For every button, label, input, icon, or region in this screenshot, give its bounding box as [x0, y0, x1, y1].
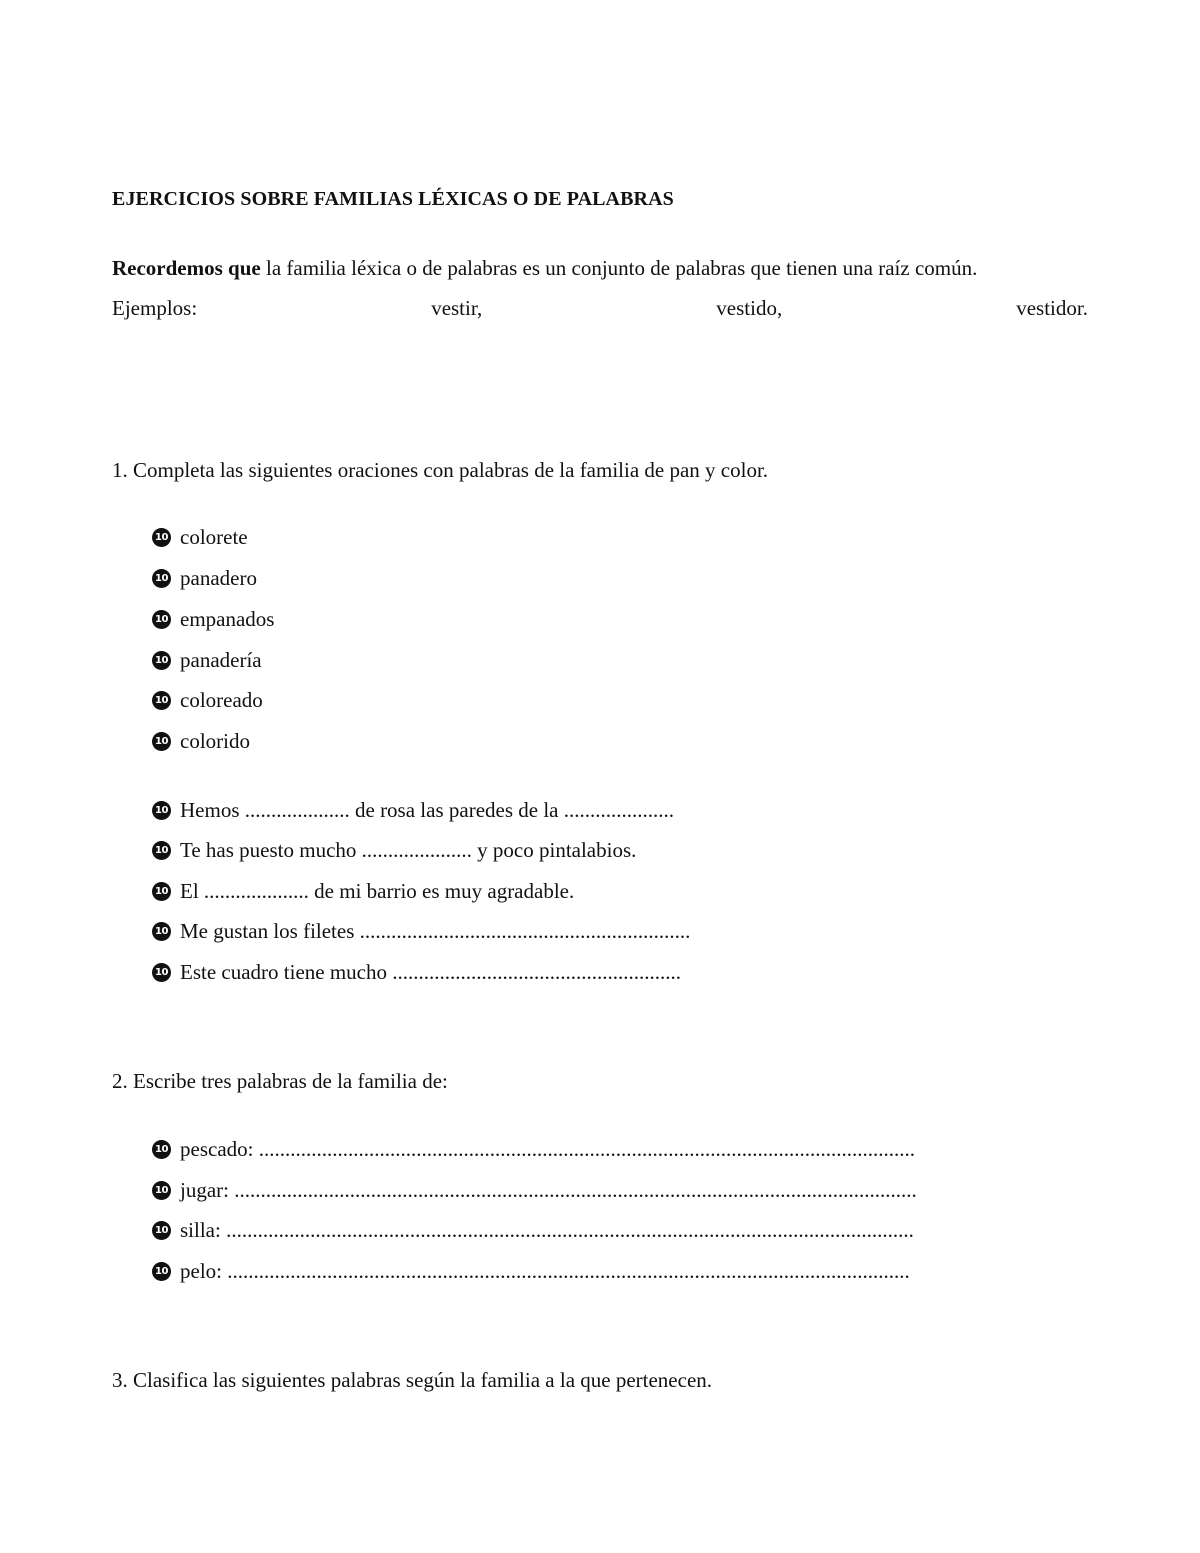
word-list-item-text: coloreado [180, 688, 263, 712]
exercise-3-prompt: 3. Clasifica las siguientes palabras según la familia a la que pertenecen. [112, 1368, 713, 1392]
numbered-circle-icon: 10 [152, 732, 171, 751]
examples-line [112, 298, 1088, 319]
sentence-text: Te has puesto mucho ..................... y poco pintalabios. [180, 838, 637, 862]
exercise-2-prompt: 2. Escribe tres palabras de la familia de: [112, 1069, 448, 1093]
numbered-circle-icon: 10 [152, 1262, 171, 1281]
sentence-item [152, 840, 636, 861]
sentence-text: Me gustan los filetes ............................................................... [180, 919, 691, 943]
sentence-text: Hemos .................... de rosa las paredes de la ..................... [180, 798, 674, 822]
family-item [152, 1220, 914, 1241]
numbered-circle-icon: 10 [152, 610, 171, 629]
sentence-item [152, 800, 674, 821]
sentence-item [152, 962, 681, 983]
word-list-item-text: empanados [180, 607, 275, 631]
family-item [152, 1139, 915, 1160]
word-list-item-text: panadero [180, 566, 257, 590]
numbered-circle-icon: 10 [152, 1221, 171, 1240]
example-word: vestir, [431, 296, 483, 320]
numbered-circle-icon: 10 [152, 963, 171, 982]
numbered-circle-icon: 10 [152, 651, 171, 670]
family-item-text: silla: ................................................................................................................................... [180, 1218, 914, 1242]
word-list-item [152, 527, 248, 548]
word-list-item-text: colorete [180, 525, 248, 549]
numbered-circle-icon: 10 [152, 691, 171, 710]
numbered-circle-icon: 10 [152, 882, 171, 901]
word-list-item [152, 568, 257, 589]
word-list-item [152, 731, 250, 752]
family-item [152, 1261, 910, 1282]
numbered-circle-icon: 10 [152, 1181, 171, 1200]
exercise-1-prompt: 1. Completa las siguientes oraciones con palabras de la familia de pan y color. [112, 458, 769, 482]
family-item [152, 1180, 917, 1201]
sentence-item [152, 881, 574, 902]
word-list-item-text: panadería [180, 648, 262, 672]
example-word: vestido, [716, 296, 783, 320]
word-list-item [152, 690, 263, 711]
word-list-item-text: colorido [180, 729, 250, 753]
sentence-text: Este cuadro tiene mucho ....................................................... [180, 960, 682, 984]
numbered-circle-icon: 10 [152, 569, 171, 588]
numbered-circle-icon: 10 [152, 528, 171, 547]
example-word: vestidor. [1016, 296, 1088, 320]
sentence-item [152, 921, 690, 942]
page-title: EJERCICIOS SOBRE FAMILIAS LÉXICAS O DE PALABRAS [112, 188, 674, 210]
numbered-circle-icon: 10 [152, 1140, 171, 1159]
numbered-circle-icon: 10 [152, 922, 171, 941]
numbered-circle-icon: 10 [152, 801, 171, 820]
sentence-text: El .................... de mi barrio es muy agradable. [180, 879, 575, 903]
word-list-item [152, 609, 274, 630]
intro-paragraph [112, 258, 977, 279]
word-list-item [152, 650, 262, 671]
intro-text: la familia léxica o de palabras es un conjunto de palabras que tienen una raíz común. [260, 256, 978, 280]
family-item-text: pescado: ............................................................................................................................. [180, 1137, 915, 1161]
intro-bold-lead: Recordemos que [112, 256, 261, 280]
family-item-text: jugar: .................................................................................................................................. [180, 1178, 917, 1202]
numbered-circle-icon: 10 [152, 841, 171, 860]
family-item-text: pelo: .................................................................................................................................. [180, 1259, 910, 1283]
examples-label: Ejemplos: [112, 296, 198, 320]
